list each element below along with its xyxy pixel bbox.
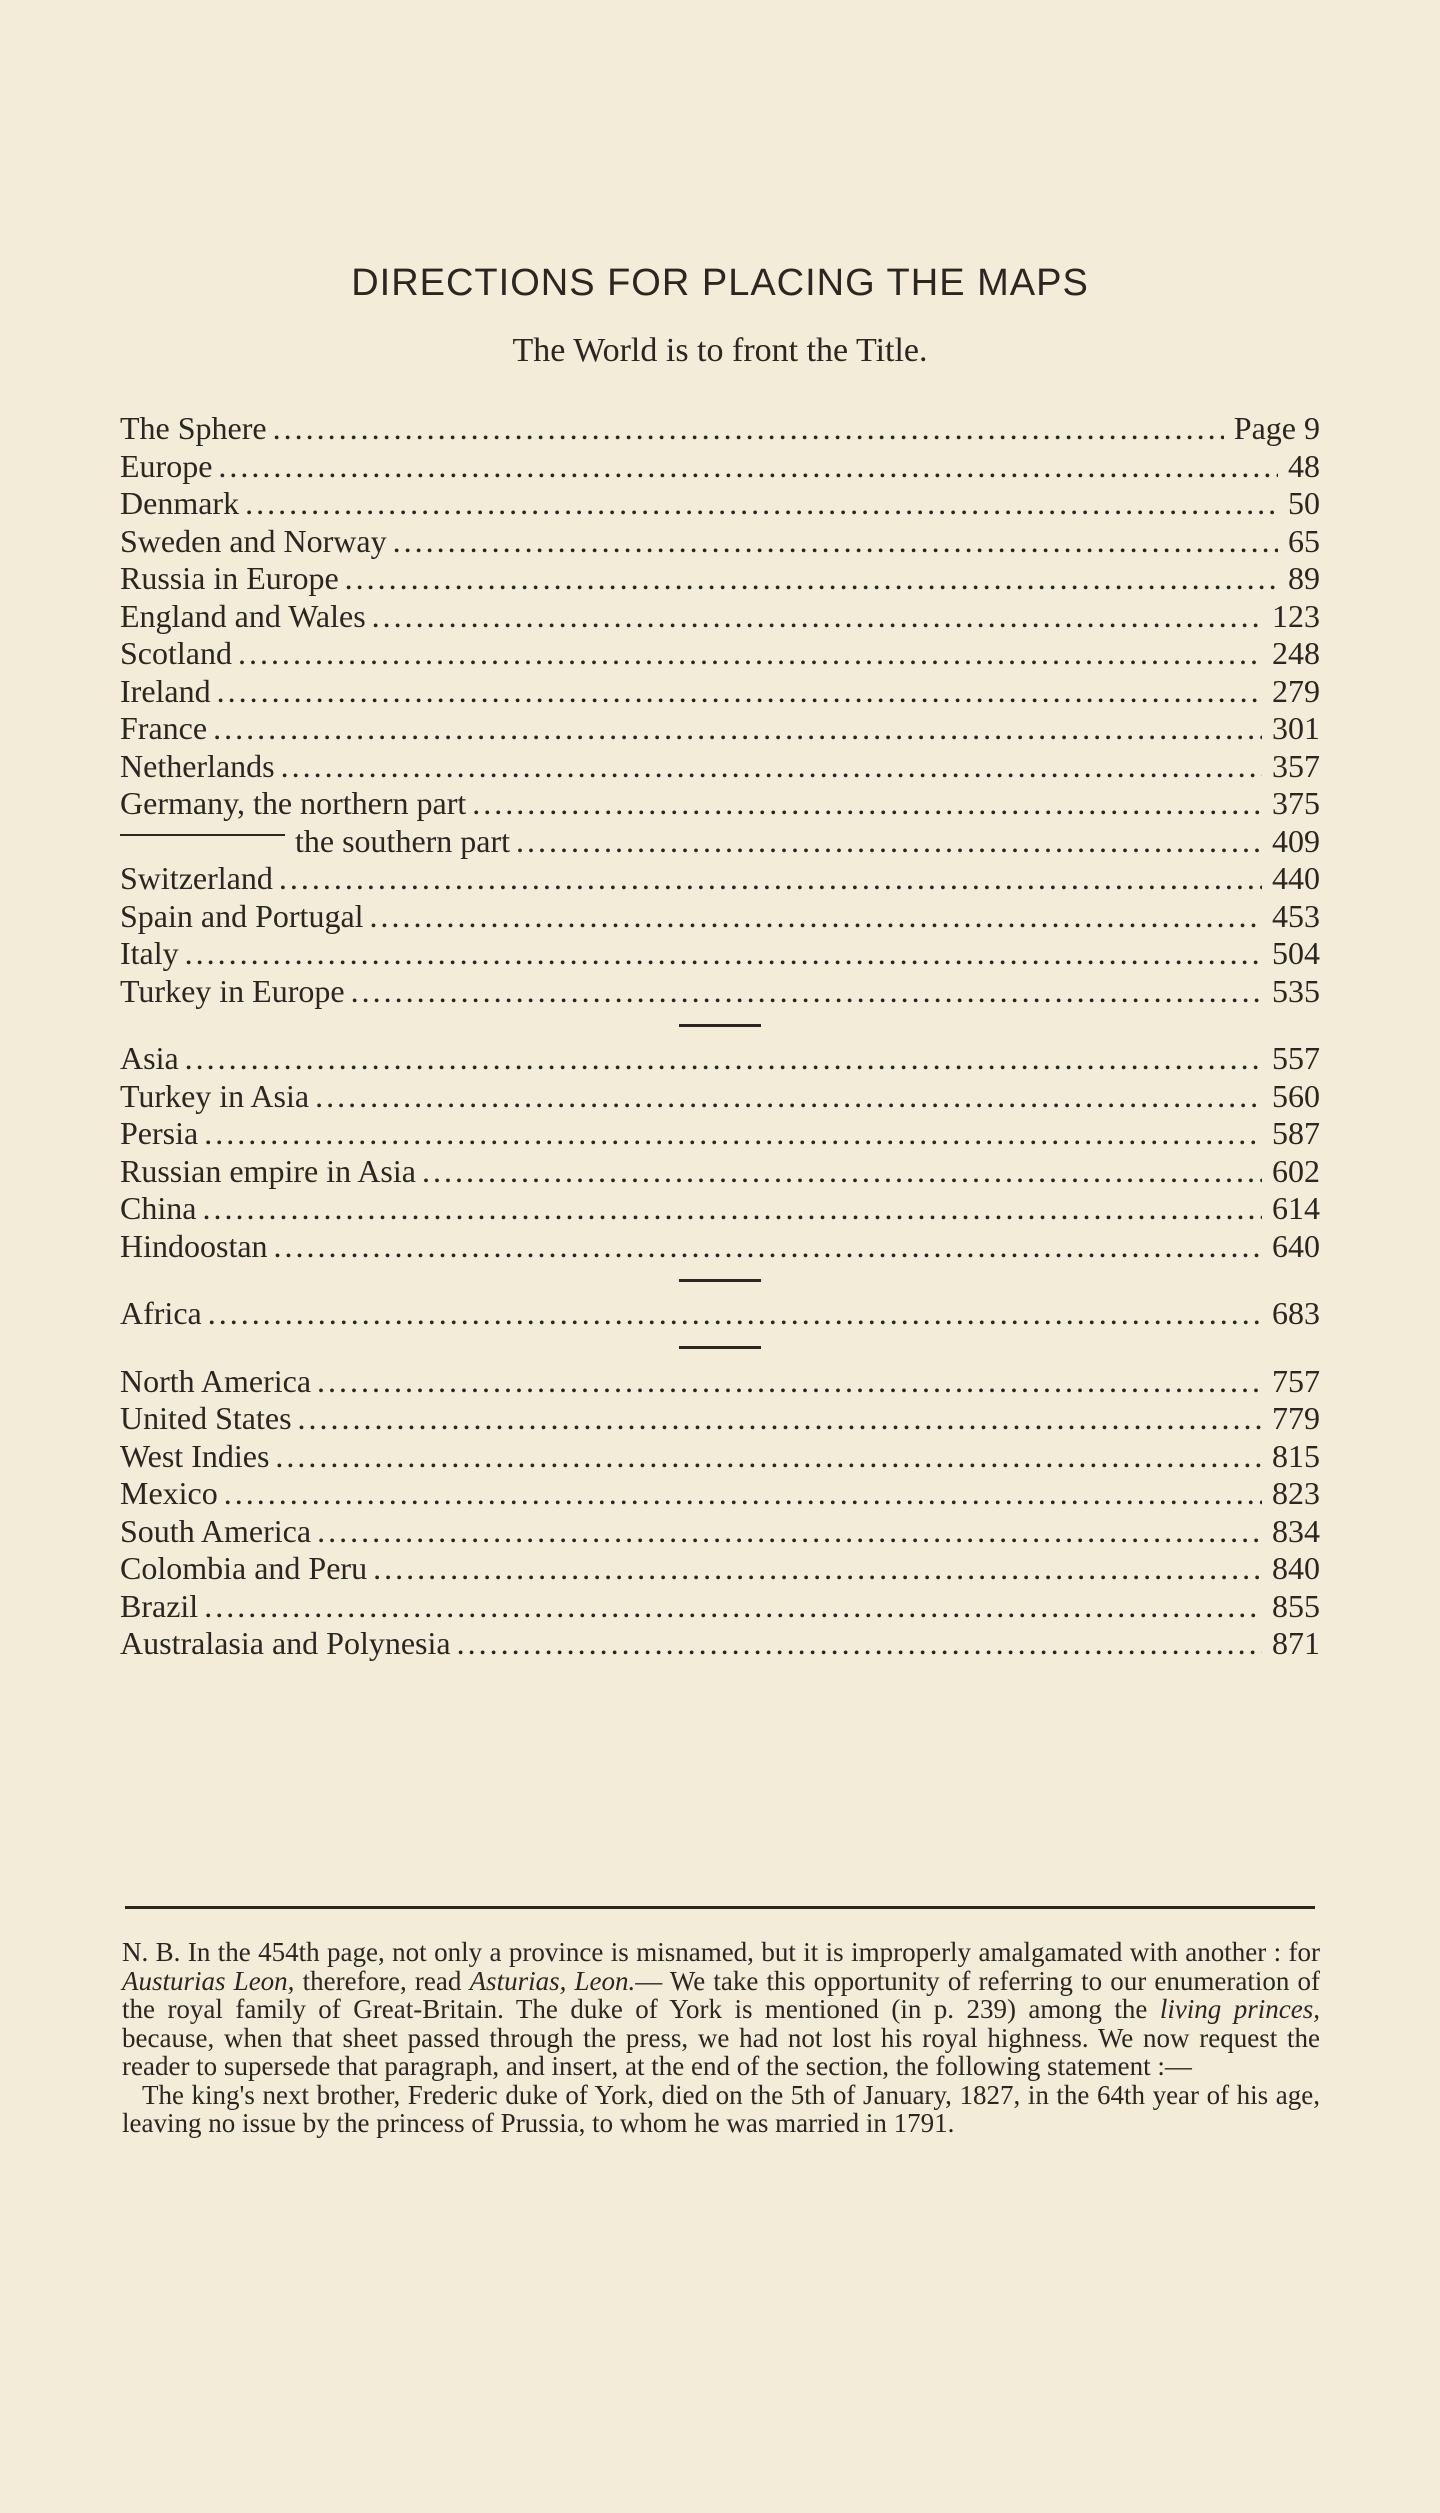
toc-page-number: 855	[1272, 1587, 1320, 1624]
toc-label: Switzerland	[120, 860, 273, 896]
toc-label: China	[120, 1190, 197, 1226]
errata-paragraph	[122, 1938, 1320, 2081]
toc-page-number: 65	[1288, 522, 1320, 559]
york-statement-paragraph: The king's next brother, Frederic duke of York, died on the 5th of January, 1827, in the 64th year of his age, leaving no issue by the princess of Prussia, to whom he was married in 1791.	[122, 2079, 1320, 2138]
toc-row	[120, 673, 1320, 711]
dot-leader	[274, 1228, 1262, 1266]
dot-leader	[472, 785, 1262, 823]
toc-page-number: 535	[1272, 972, 1320, 1009]
toc-label: Europe	[120, 447, 213, 484]
ditto-dash	[120, 834, 285, 836]
toc-row	[120, 485, 1320, 523]
toc-label: Ireland	[120, 672, 211, 709]
dot-leader	[213, 710, 1262, 748]
toc-label: Colombia and Peru	[120, 1550, 368, 1586]
note-text: — We take this opportunity of referring to our enumeration of the royal family of Great-Britain. The duke of York is mentioned (in p. 239) among the	[122, 1965, 1320, 2024]
dot-leader	[372, 598, 1262, 636]
dot-leader	[218, 448, 1278, 486]
dot-leader	[281, 748, 1262, 786]
toc-page-number: 301	[1272, 710, 1320, 746]
note-italic-text: living princes,	[1159, 1994, 1320, 2024]
toc-label-continuation	[120, 823, 516, 861]
dot-leader	[351, 973, 1262, 1011]
page-subheading: The World is to front the Title.	[512, 332, 928, 369]
dot-leader	[315, 1078, 1262, 1116]
dot-leader	[370, 898, 1262, 936]
toc-label: West Indies	[120, 1437, 270, 1474]
toc-row	[120, 1190, 1320, 1228]
toc-page-number: 504	[1272, 935, 1320, 971]
toc-label: Spain and Portugal	[120, 897, 364, 934]
toc-page-number: 440	[1272, 860, 1320, 896]
toc-page-number: 557	[1272, 1040, 1320, 1076]
toc-label: Asia	[120, 1040, 179, 1076]
toc-label: Russian empire in Asia	[120, 1152, 416, 1189]
dot-leader	[422, 1153, 1262, 1191]
dot-leader	[238, 635, 1262, 673]
toc-page-number: 640	[1272, 1227, 1320, 1264]
toc-row	[120, 1475, 1320, 1513]
toc-label: Germany, the northern part	[120, 785, 467, 821]
toc-page-number: 48	[1288, 447, 1320, 484]
toc-row	[120, 860, 1320, 898]
toc-page-number: 248	[1272, 635, 1320, 671]
toc-row	[120, 1228, 1320, 1266]
toc-row	[120, 635, 1320, 673]
toc-row	[120, 560, 1320, 598]
toc-page-number: 815	[1272, 1437, 1320, 1474]
toc-page-number: 757	[1272, 1362, 1320, 1399]
toc-row	[120, 1153, 1320, 1191]
toc-label: England and Wales	[120, 597, 366, 634]
toc-label: Turkey in Europe	[120, 972, 345, 1009]
toc-group-africa	[120, 1295, 1320, 1333]
toc-row	[120, 1078, 1320, 1116]
dot-leader	[393, 523, 1278, 561]
toc-page-number: 871	[1272, 1625, 1320, 1661]
toc-label: Turkey in Asia	[120, 1077, 310, 1114]
footnote-separator	[125, 1906, 1315, 1909]
toc-page-number: 840	[1272, 1550, 1320, 1586]
toc-label: the southern part	[295, 822, 511, 859]
divider-rule	[679, 1279, 761, 1282]
toc-row	[120, 448, 1320, 486]
dot-leader	[345, 560, 1278, 598]
toc-page-number: 602	[1272, 1152, 1320, 1189]
toc-page-number: Page 9	[1233, 410, 1320, 446]
toc-row	[120, 973, 1320, 1011]
dot-leader	[373, 1550, 1262, 1588]
toc-label: Africa	[120, 1295, 202, 1331]
toc-label: Italy	[120, 935, 179, 971]
toc-row	[120, 1588, 1320, 1626]
dot-leader	[217, 673, 1262, 711]
toc-label: Hindoostan	[120, 1227, 268, 1264]
dot-leader	[185, 935, 1262, 973]
group-divider	[120, 1265, 1320, 1295]
toc-page-number: 834	[1272, 1512, 1320, 1549]
dot-leader	[204, 1115, 1262, 1153]
divider-rule	[679, 1346, 761, 1349]
page-heading: DIRECTIONS FOR PLACING THE MAPS	[351, 262, 1089, 304]
toc-row	[120, 1400, 1320, 1438]
dot-leader	[317, 1363, 1262, 1401]
divider-rule	[679, 1024, 761, 1027]
toc-label: Scotland	[120, 635, 232, 671]
dot-leader	[273, 410, 1224, 448]
toc-label: United States	[120, 1400, 292, 1436]
toc-label: Russia in Europe	[120, 560, 339, 596]
toc-page-number: 560	[1272, 1077, 1320, 1114]
toc-label: Mexico	[120, 1475, 218, 1511]
dot-leader	[279, 860, 1262, 898]
toc-row	[120, 710, 1320, 748]
toc-label: Denmark	[120, 485, 240, 521]
toc-row	[120, 1040, 1320, 1078]
toc-row	[120, 1363, 1320, 1401]
toc-row	[120, 598, 1320, 636]
toc-group-asia	[120, 1040, 1320, 1265]
toc-page-number: 89	[1288, 560, 1320, 596]
dot-leader	[275, 1438, 1262, 1476]
toc-group-europe	[120, 410, 1320, 1010]
toc-row	[120, 1513, 1320, 1551]
toc-label: South America	[120, 1512, 312, 1549]
map-placement-list	[120, 410, 1320, 1663]
toc-page-number: 375	[1272, 785, 1320, 821]
toc-label: Australasia and Polynesia	[120, 1625, 451, 1661]
toc-page-number: 123	[1272, 597, 1320, 634]
group-divider	[120, 1010, 1320, 1040]
toc-page-number: 279	[1272, 672, 1320, 709]
note-text: therefore, read	[294, 1965, 470, 1996]
dot-leader	[516, 823, 1262, 861]
dot-leader	[457, 1625, 1262, 1663]
toc-row	[120, 935, 1320, 973]
toc-row	[120, 523, 1320, 561]
toc-page-number: 50	[1288, 485, 1320, 521]
note-italic-text: Asturias, Leon.	[469, 1965, 636, 1996]
dot-leader	[298, 1400, 1262, 1438]
group-divider	[120, 1333, 1320, 1363]
toc-row	[120, 1550, 1320, 1588]
toc-group-america	[120, 1363, 1320, 1663]
toc-row	[120, 1438, 1320, 1476]
toc-label: France	[120, 710, 208, 746]
dot-leader	[208, 1295, 1262, 1333]
toc-page-number: 453	[1272, 897, 1320, 934]
toc-page-number: 357	[1272, 747, 1320, 784]
errata-note	[122, 1938, 1320, 2138]
toc-row	[120, 1295, 1320, 1333]
toc-row	[120, 1115, 1320, 1153]
toc-row	[120, 898, 1320, 936]
toc-label: Netherlands	[120, 747, 275, 784]
toc-page-number: 779	[1272, 1400, 1320, 1436]
toc-label: Persia	[120, 1115, 199, 1151]
toc-row	[120, 748, 1320, 786]
toc-row	[120, 410, 1320, 448]
toc-label: North America	[120, 1362, 312, 1399]
dot-leader	[185, 1040, 1262, 1078]
dot-leader	[204, 1588, 1262, 1626]
toc-page-number: 823	[1272, 1475, 1320, 1511]
toc-row	[120, 823, 1320, 861]
toc-page-number: 683	[1272, 1295, 1320, 1331]
dot-leader	[245, 485, 1278, 523]
toc-row	[120, 785, 1320, 823]
dot-leader	[317, 1513, 1262, 1551]
toc-row	[120, 1625, 1320, 1663]
toc-label: Sweden and Norway	[120, 522, 387, 559]
toc-label: Brazil	[120, 1587, 199, 1624]
note-text: N. B. In the 454th page, not only a province is misnamed, but it is improperly amalgamated with another : for	[122, 1937, 1320, 1967]
note-italic-text: Austurias Leon,	[122, 1965, 295, 1996]
toc-page-number: 409	[1272, 822, 1320, 859]
dot-leader	[202, 1190, 1262, 1228]
toc-page-number: 587	[1272, 1115, 1320, 1151]
toc-page-number: 614	[1272, 1190, 1320, 1226]
note-text: because, when that sheet passed through the press, we had not lost his royal highness. We now request the reader to supersede that paragraph, and insert, at the end of the section, the following statement :—	[122, 2022, 1320, 2081]
dot-leader	[224, 1475, 1262, 1513]
toc-label: The Sphere	[120, 410, 267, 446]
